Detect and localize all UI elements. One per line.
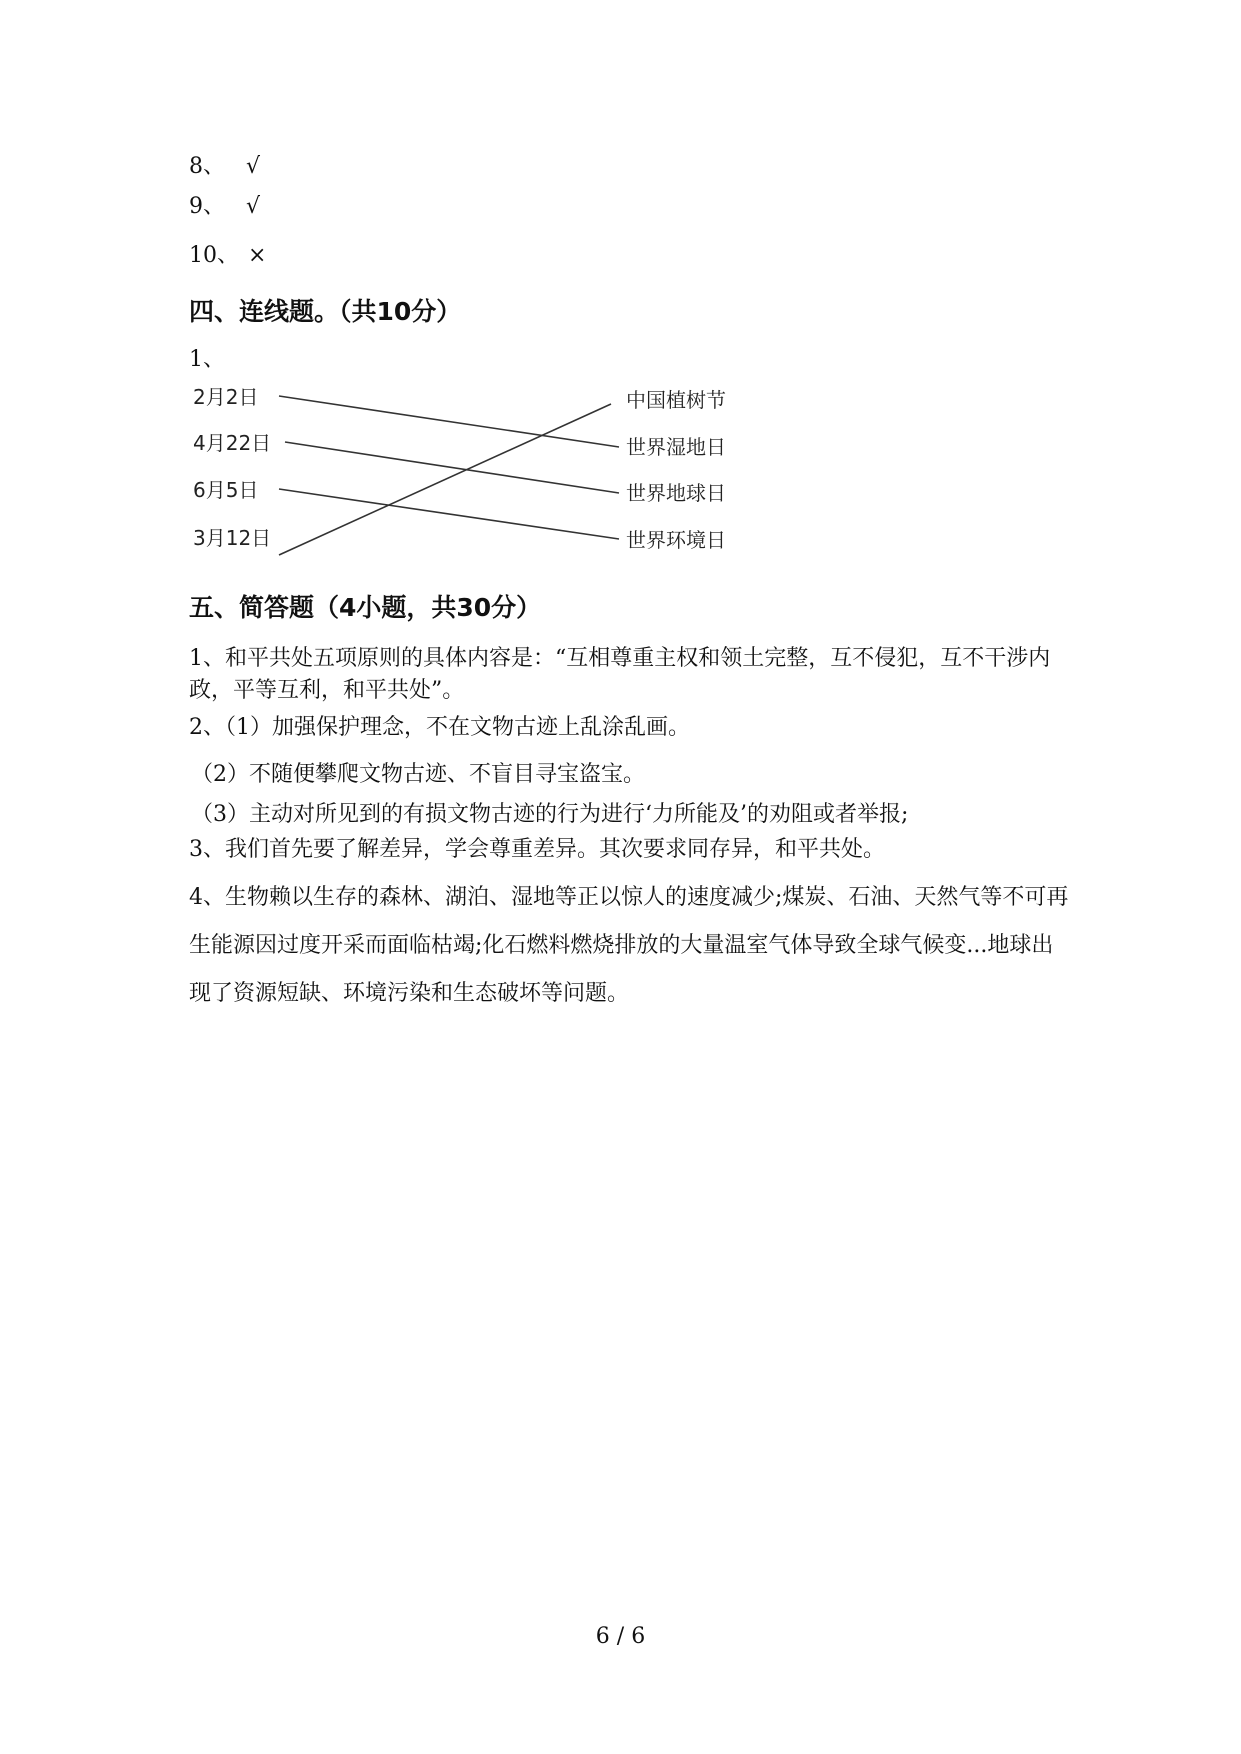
match-line: [279, 404, 611, 555]
date-label: 4月22日: [193, 431, 272, 455]
answer-2-part-3: （3）主动对所见到的有损文物古迹的行为进行‘力所能及’的劝阻或者举报;: [191, 802, 909, 827]
answer-2: 2、（1）加强保护理念，不在文物古迹上乱涂乱画。: [189, 715, 690, 740]
check-mark: √: [246, 194, 261, 219]
cross-mark: ×: [248, 243, 267, 268]
answer-9: [189, 193, 260, 221]
event-label: 世界地球日: [626, 481, 726, 505]
date-label: 2月2日: [193, 385, 259, 409]
answer-8: [189, 153, 260, 181]
section-4-question-number: 1、: [189, 347, 225, 372]
match-line: [285, 442, 619, 493]
section-4-heading: 四、连线题。（共10分）: [189, 297, 462, 326]
answer-number: 9、: [189, 194, 225, 219]
answer-10: [189, 242, 266, 270]
event-label: 中国植树节: [626, 388, 726, 412]
event-label: 世界环境日: [626, 528, 726, 552]
section-5-heading: 五、简答题（4小题，共30分）: [189, 593, 542, 622]
answer-4: 4、生物赖以生存的森林、湖泊、湿地等正以惊人的速度减少;煤炭、石油、天然气等不可再生能源因过度开采而面临枯竭;化石燃料燃烧排放的大量温室气体导致全球气候变...地球出现了资源短缺、环境污染和生态破坏等问题。: [189, 885, 1069, 1006]
page-number: 6 / 6: [595, 1624, 646, 1649]
answer-1: 1、和平共处五项原则的具体内容是：“互相尊重主权和领土完整，互不侵犯，互不干涉内政，平等互利，和平共处”。: [189, 646, 1051, 703]
answer-number: 8、: [189, 154, 225, 179]
answer-number: 10、: [189, 243, 239, 268]
check-mark: √: [246, 154, 261, 179]
event-label: 世界湿地日: [626, 435, 726, 459]
date-label: 3月12日: [193, 526, 272, 550]
answer-2-part-2: （2）不随便攀爬文物古迹、不盲目寻宝盗宝。: [191, 762, 645, 787]
matching-diagram: [189, 380, 749, 570]
date-label: 6月5日: [193, 478, 259, 502]
answer-3: 3、我们首先要了解差异，学会尊重差异。其次要求同存异，和平共处。: [189, 837, 885, 862]
match-line: [279, 396, 619, 447]
